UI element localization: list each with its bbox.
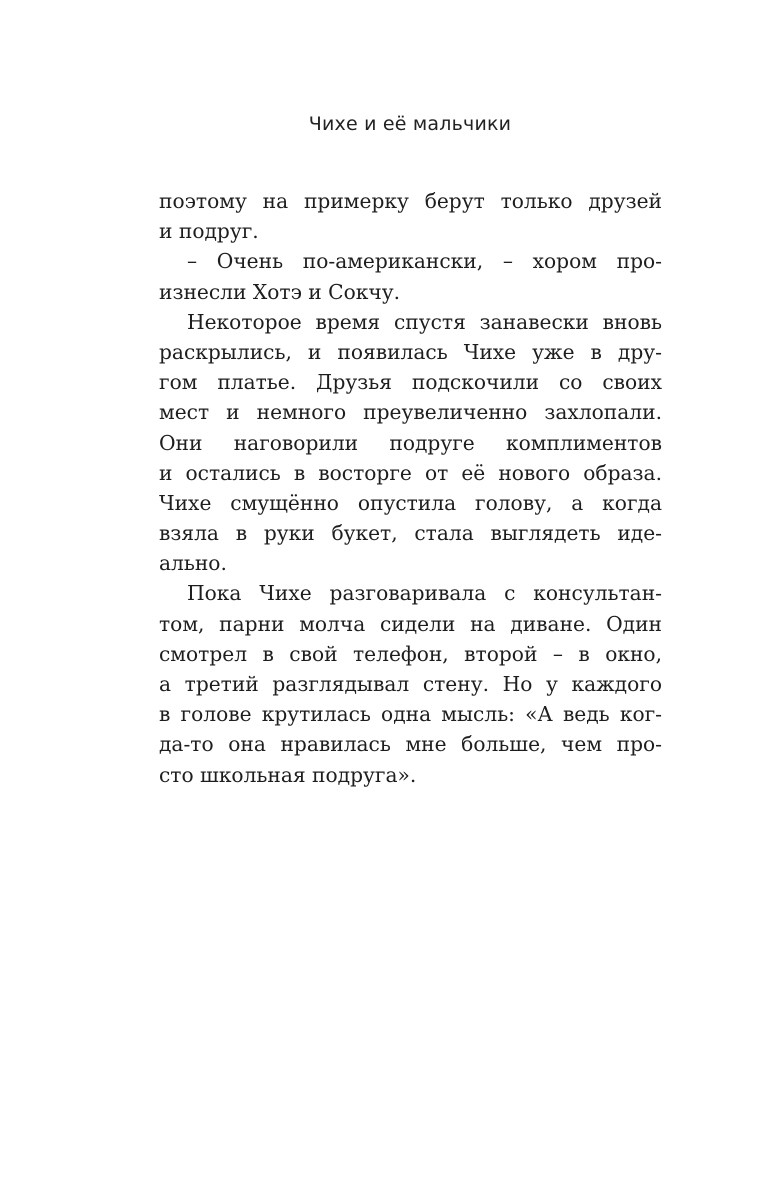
text-line: гом платье. Друзья подскочили со своих (159, 370, 662, 395)
text-line: Некоторое время спустя занавески вновь (187, 309, 662, 334)
text-line: – Очень по-американски, – хором про- (187, 249, 662, 274)
running-title: Чихе и её мальчики (308, 113, 512, 135)
text-line: поэтому на примерку берут только друзей (159, 189, 662, 213)
text-line: Они наговорили подруге комплиментов (159, 430, 662, 455)
text-line: том, парни молча сидели на диване. Один (159, 611, 662, 636)
text-line: сто школьная подруга». (159, 762, 417, 787)
text-line: раскрылись, и появилась Чихе уже в дру- (159, 339, 662, 364)
text-line: ально. (159, 551, 227, 576)
text-line: Пока Чихе разговаривала с консультан- (187, 581, 662, 606)
text-line: мест и немного преувеличенно захлопали. (159, 400, 662, 425)
text-line: и остались в восторге от её нового образа. (159, 460, 662, 485)
text-line: взяла в руки букет, стала выглядеть иде- (159, 521, 662, 546)
text-line: изнесли Хотэ и Сокчу. (159, 279, 401, 304)
text-line: Чихе смущённо опустила голову, а когда (159, 490, 662, 515)
body-text (159, 186, 662, 790)
text-line: и подруг. (159, 219, 259, 244)
text-line: в голове крутилась одна мысль: «А ведь ког- (159, 702, 662, 727)
text-line: да-то она нравилась мне больше, чем про- (159, 732, 662, 757)
text-line: а третий разглядывал стену. Но у каждого (159, 672, 662, 696)
text-line: смотрел в свой телефон, второй – в окно, (159, 641, 662, 666)
